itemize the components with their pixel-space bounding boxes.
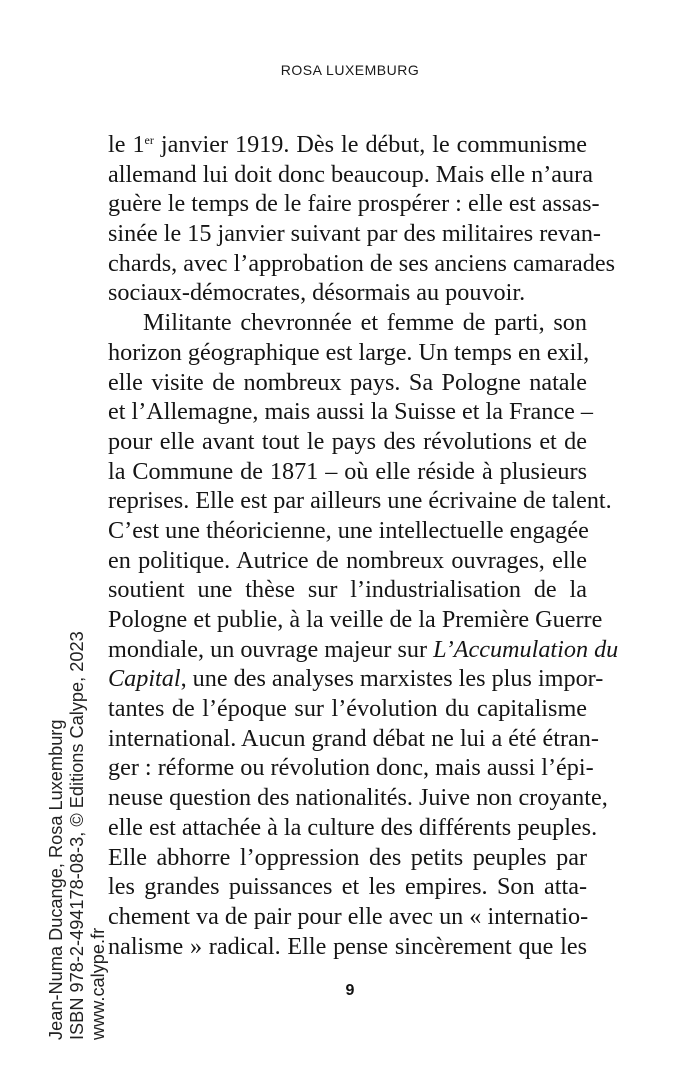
text-line: horizon géographique est large. Un temps en exil, [108, 338, 590, 366]
text-line: guère le temps de le faire prospérer : elle est assas- [108, 190, 600, 218]
text-line: C’est une théoricienne, une intellectuelle engagée [108, 516, 589, 544]
text-line: en politique. Autrice de nombreux ouvrages, elle [108, 546, 587, 574]
text-line: elle est attachée à la culture des différents peuples. [108, 813, 598, 841]
isbn-line: ISBN 978-2-494178-08-3, © Editions Calype, 2023 [67, 631, 87, 1040]
text-line: neuse question des nationalités. Juive non croyante, [108, 784, 608, 812]
text-line: Capital, une des analyses marxistes les plus impor- [108, 665, 604, 693]
website-line: www.calype.fr [88, 927, 108, 1040]
text-line: la Commune de 1871 – où elle réside à plusieurs [108, 457, 587, 485]
text-line: sociaux-démocrates, désormais au pouvoir. [108, 279, 526, 307]
text-line: Elle abhorre l’oppression des petits peuples par [108, 843, 587, 871]
text-line: pour elle avant tout le pays des révolutions et de [108, 427, 587, 455]
page-number: 9 [345, 982, 355, 999]
text-line: international. Aucun grand débat ne lui a été étran- [108, 724, 599, 752]
text-line: mondiale, un ouvrage majeur sur L’Accumulation du [108, 635, 619, 663]
text-line: sinée le 15 janvier suivant par des militaires revan- [108, 220, 601, 248]
text-line: reprises. Elle est par ailleurs une écrivaine de talent. [108, 487, 612, 515]
page-body [108, 130, 619, 961]
running-header: ROSA LUXEMBURG [280, 62, 420, 78]
author-title-line: Jean-Numa Ducange, Rosa Luxemburg [46, 719, 66, 1040]
book-title: L’Accumulation du [433, 635, 619, 663]
book-title: Capital [108, 665, 181, 693]
text-line: elle visite de nombreux pays. Sa Pologne natale [108, 368, 587, 396]
text-line: le 1er janvier 1919. Dès le début, le communisme [108, 131, 588, 158]
text-line: chement va de pair pour elle avec un « internatio- [108, 902, 589, 930]
text-line: les grandes puissances et les empires. Son atta- [108, 873, 587, 901]
text-line: tantes de l’époque sur l’évolution du capitalisme [108, 695, 587, 723]
text-line: soutient une thèse sur l’industrialisation de la [108, 576, 587, 604]
text-line: Militante chevronnée et femme de parti, son [143, 309, 587, 337]
text-line: allemand lui doit donc beaucoup. Mais elle n’aura [108, 160, 593, 188]
text-line: et l’Allemagne, mais aussi la Suisse et la France – [108, 398, 593, 426]
text-line: chards, avec l’approbation de ses anciens camarades [108, 249, 616, 277]
text-line: Pologne et publie, à la veille de la Première Guerre [108, 606, 603, 633]
text-line: ger : réforme ou révolution donc, mais aussi l’épi- [108, 754, 594, 782]
copyright-sidebar [46, 631, 109, 1040]
ordinal-superscript: er [144, 133, 154, 147]
text-line: nalisme » radical. Elle pense sincèrement que les [108, 932, 587, 960]
